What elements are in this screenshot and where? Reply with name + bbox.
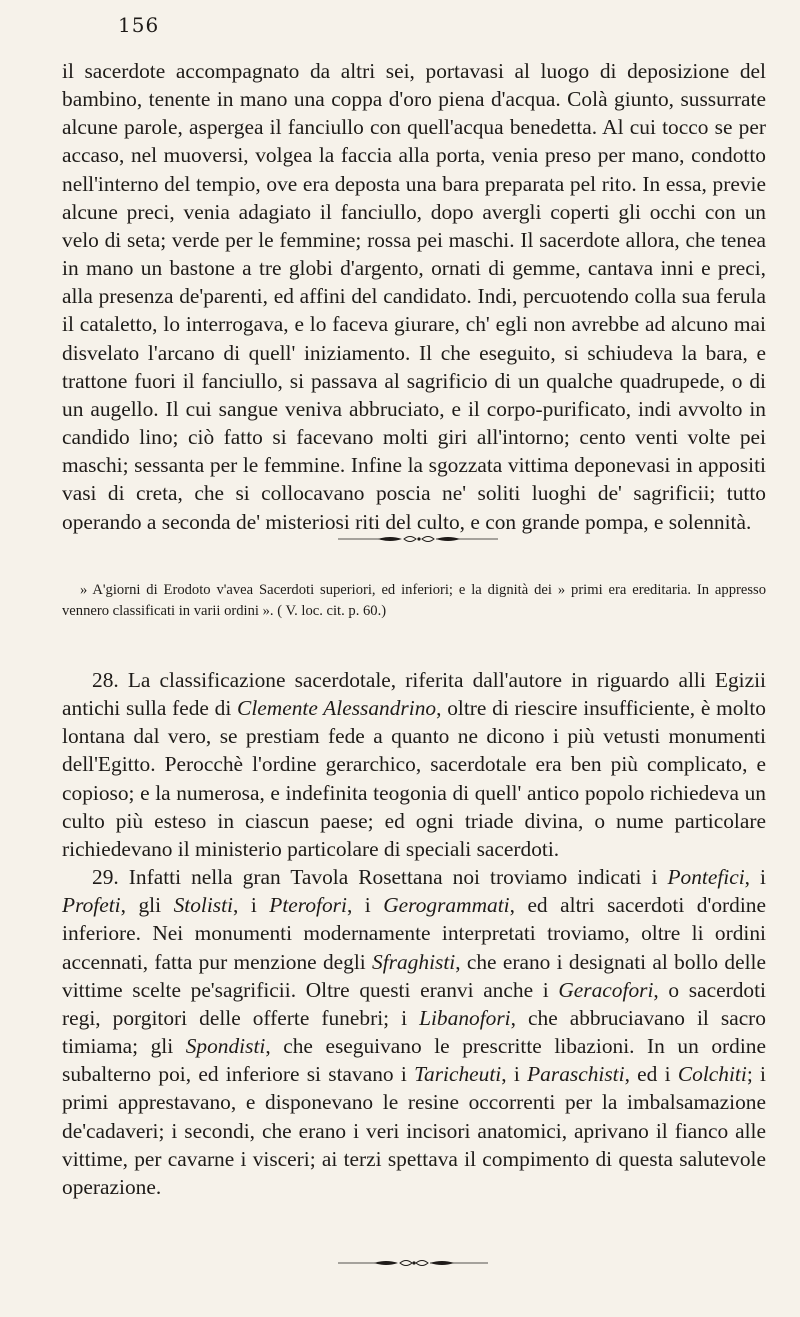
paragraph-29-italic: Libanofori [419,1005,511,1030]
paragraph-29-text: , che abbruciavano il sacro timiama; gli [62,1005,767,1059]
paragraph-29-italic: Pontefici [667,865,745,890]
main-text-upper [62,57,766,536]
paragraph-29-text: , gli [120,893,174,918]
paragraph-28-italic-1: Clemente Alessandrino [237,696,437,721]
paragraph-29-italic: Colchiti [677,1062,747,1087]
footnote [62,580,766,621]
page-number: 156 [118,13,160,37]
paragraph-29-italic: Gerogrammati [383,893,510,918]
paragraph-29-italic: Pterofori [269,893,347,918]
paragraph-28 [62,666,766,863]
paragraph-29-italic: Sfraghisti [372,949,456,974]
paragraph-29 [62,863,766,1201]
paragraph-1: il sacerdote accompagnato da altri sei, portavasi al luogo di deposizione del bambino, tenente in mano una coppa d'oro piena d'acqua. Colà giunto, sussurrate alcune parole, aspergea il fanciullo con quell'acqua benedetta. Al cui tocco se per accaso, nel muoversi, volgea la faccia alla porta, venia preso per mano, condotto nell'interno del tempio, ove era deposta una bara preparata pel rito. In essa, previe alcune preci, venia adagiato il fanciullo, dopo avergli coperti gli occhi con un velo di seta; verde per le femmine; rossa pei maschi. Il sacerdote allora, che tenea in mano un bastone a tre globi d'argento, ornati di gemme, cantava inni e preci, alla presenza de'parenti, ed affini del candidato. Indi, percuotendo colla sua ferula il cataletto, lo interrogava, e lo faceva giurare, ch' egli non avrebbe ad alcuno mai disvelato l'arcano di quell' iniziamento. Il che eseguito, si schiudeva la bara, e trattone fuori il fanciullo, si passava al sagrificio di un qualche quadrupede, o di un augello. Il cui sangue veniva abbruciato, e il corpo-purificato, indi avvolto in candido lino; ciò fatto si facevano molti giri all'intorno; cento venti volte pei maschi; sessanta per le femmine. Infine la sgozzata vittima deponevasi in appositi vasi di creta, che si collocavano poscia ne' soliti luoghi de' sagrificii; tutto operando a seconda de' misteriosi riti del culto, e con grande pompa, e solennità. [62,59,766,534]
paragraph-29-text: , ed i [624,1062,678,1087]
paragraph-29-text: , i [346,893,384,918]
paragraph-29-italic: Taricheuti [414,1062,502,1087]
paragraph-29-text: , che eseguivano le prescritte libazioni. In un ordine subalterno poi, ed inferiore si stavano i [62,1034,766,1087]
paragraph-29-text: , i [501,1062,528,1087]
paragraph-29-text: ; i primi apprestavano, e disponevano le resine occorrenti per la imbalsamazione de'cadaveri; i secondi, che erano i veri incisori anatomici, aprivano il fianco alle vittime, per cavarne i visceri; ai terzi spettava il compimento di questa salutevole operazione. [62,1062,766,1199]
ornament-divider-icon [338,1258,488,1268]
paragraph-29-text: , ed altri sacerdoti d'ordine inferiore. Nei monumenti modernamente interpretati troviamo, oltre li ordini accennati, fatta pur menzione degli [62,893,766,974]
paragraph-29-text: , o sacerdoti regi, porgitori delle offerte funebri; i [62,977,766,1030]
paragraph-29-text: 29. Infatti nella gran Tavola Rosettana noi troviamo indicati i [92,865,668,890]
paragraph-29-text: , i [233,893,270,918]
paragraph-29-text: , che erano i designati al bollo delle vittime scelte pe'sagrificii. Oltre questi eranvi anche i [62,949,766,1002]
paragraph-29-text: , i [744,865,766,890]
paragraph-29-italic: Paraschisti [527,1062,625,1087]
paragraph-29-italic: Profeti [62,893,121,918]
paragraph-28-text-1: 28. La classificazione sacerdotale, riferita dall'autore in riguardo alli Egizii antichi sulla fede di [62,668,766,721]
paragraph-29-italic: Spondisti [185,1034,266,1059]
paragraph-29-italic: Geracofori [558,977,654,1002]
ornament-divider-icon [338,534,498,544]
paragraph-29-italic: Stolisti [173,893,233,918]
paragraph-28-text-2: , oltre di riescire insufficiente, è molto lontana dal vero, se prestiam fede a quanto ne dicono i più vetusti monumenti dell'Egitto. Perocchè l'ordine gerarchico, sacerdotale era ben più complicato, e copioso; e la numerosa, e indefinita teogonia di quell' antico popolo richiedeva un culto più esteso in ciascun paese; ed ogni triade divina, o nume particolare richiedevano il ministerio particolare di speciali sacerdoti. [62,696,766,861]
main-text-lower [62,666,766,1201]
footnote-text: » A'giorni di Erodoto v'avea Sacerdoti superiori, ed inferiori; e la dignità dei » primi era ereditaria. In appresso vennero classificati in varii ordini ». ( V. loc. cit. p. 60.) [62,582,766,619]
